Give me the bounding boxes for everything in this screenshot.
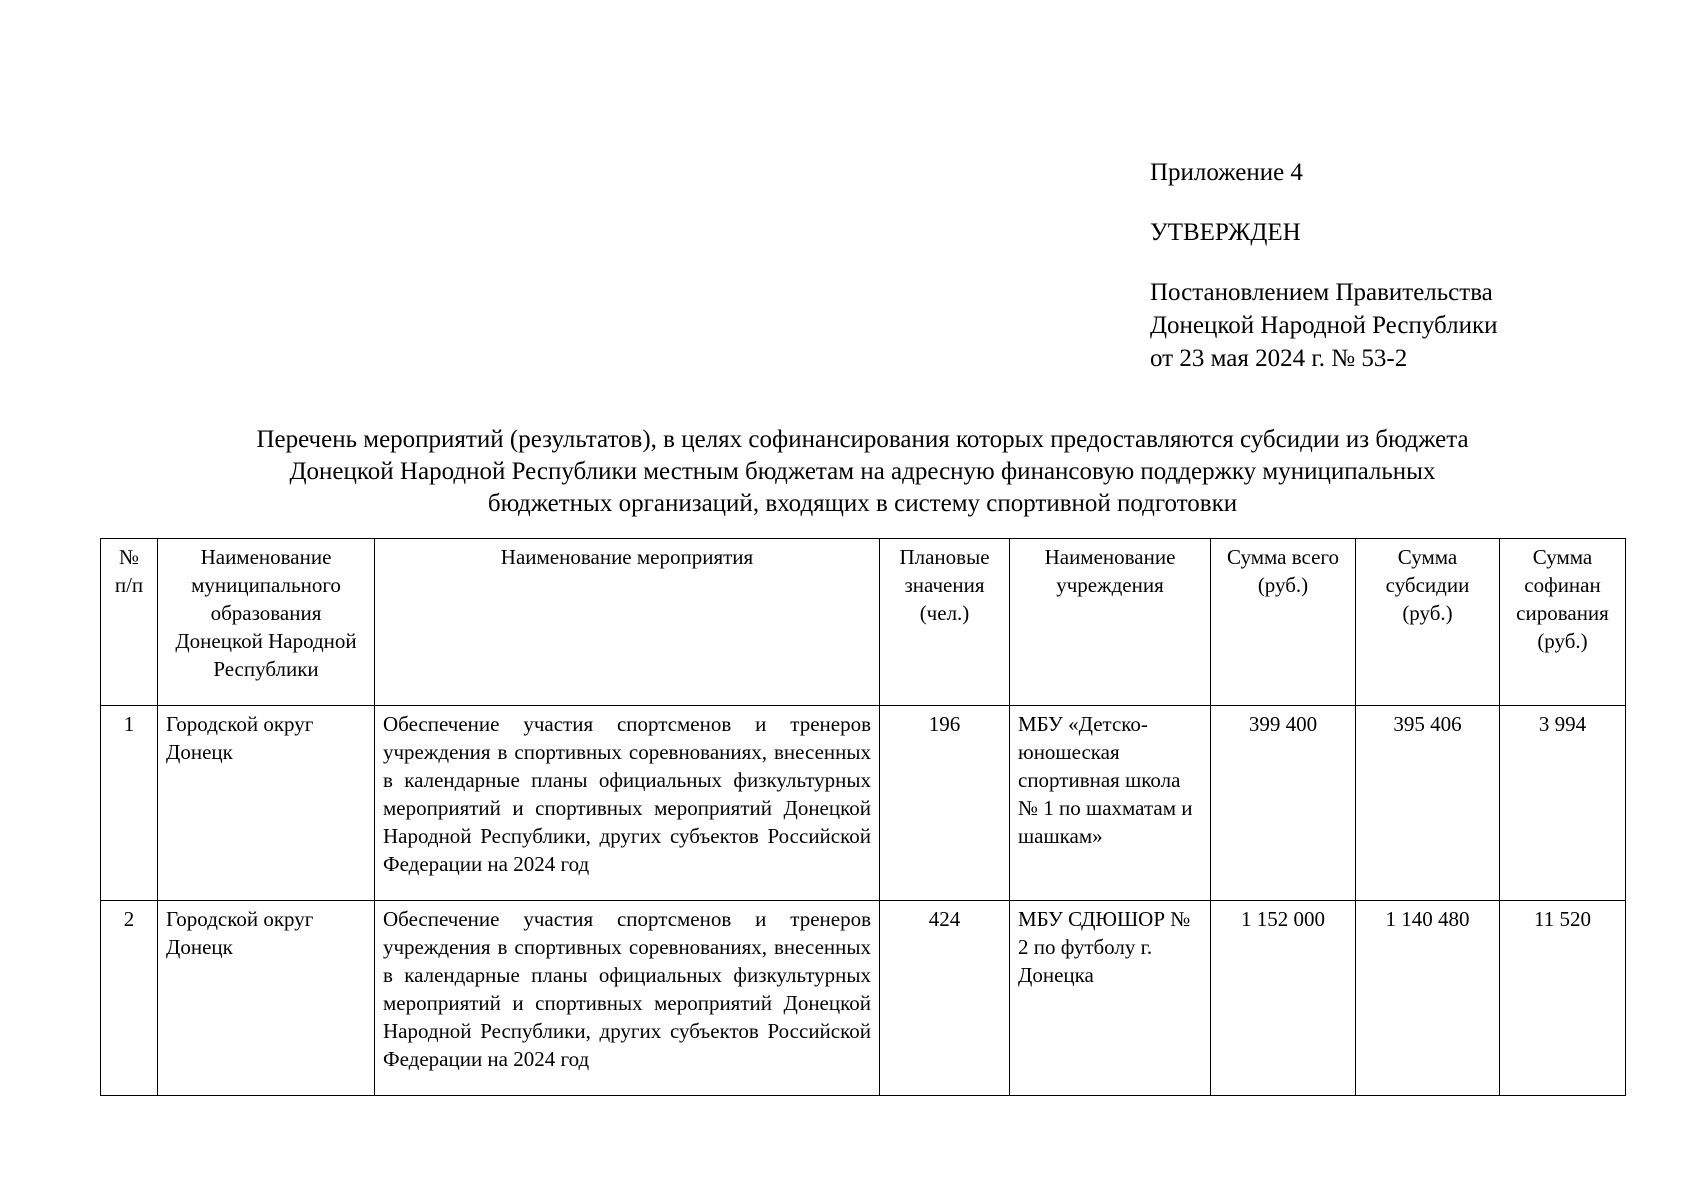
cell-cofinancing: 11 520 <box>1500 901 1626 1096</box>
cell-cofinancing: 3 994 <box>1500 706 1626 901</box>
header-institution: Наименование учреждения <box>1010 539 1211 706</box>
title-line-3: бюджетных организаций, входящих в систему спортивной подготовки <box>487 490 1238 517</box>
cell-institution: МБУ «Детско-юношеская спортивная школа № 1 по шахматам и шашкам» <box>1010 706 1211 901</box>
decree-line-1: Постановлением Правительства <box>1150 279 1493 306</box>
table-row <box>101 706 1626 901</box>
cell-plan: 196 <box>880 706 1010 901</box>
cell-plan: 424 <box>880 901 1010 1096</box>
approval-block <box>1150 156 1498 375</box>
measures-table <box>100 538 1626 1096</box>
decree-line-3: от 23 мая 2024 г. № 53-2 <box>1150 345 1408 372</box>
approved-label: УТВЕРЖДЕН <box>1150 219 1301 246</box>
decree-line-2: Донецкой Народной Республики <box>1150 312 1498 339</box>
title-line-1: Перечень мероприятий (результатов), в целях софинансирования которых предоставляются субсидии из бюджета <box>256 426 1469 453</box>
cell-subsidy: 395 406 <box>1356 706 1500 901</box>
cell-municipality: Городской округ Донецк <box>158 706 375 901</box>
table-header-row <box>101 539 1626 706</box>
header-subsidy: Сумма субсидии (руб.) <box>1356 539 1500 706</box>
cell-event: Обеспечение участия спортсменов и тренеров учреждения в спортивных соревнованиях, внесенных в календарные планы официальных физкультурных мероприятий и спортивных мероприятий Донецкой Народной Республики, других субъектов Российской Федерации на 2024 год <box>375 901 880 1096</box>
cell-subsidy: 1 140 480 <box>1356 901 1500 1096</box>
cell-event: Обеспечение участия спортсменов и тренеров учреждения в спортивных соревнованиях, внесенных в календарные планы официальных физкультурных мероприятий и спортивных мероприятий Донецкой Народной Республики, других субъектов Российской Федерации на 2024 год <box>375 706 880 901</box>
document-title <box>100 424 1625 520</box>
title-line-2: Донецкой Народной Республики местным бюджетам на адресную финансовую поддержку муниципальных <box>289 458 1436 485</box>
cell-institution: МБУ СДЮШОР № 2 по футболу г. Донецка <box>1010 901 1211 1096</box>
appendix-label: Приложение 4 <box>1150 159 1303 186</box>
cell-total: 1 152 000 <box>1211 901 1356 1096</box>
header-event: Наименование мероприятия <box>375 539 880 706</box>
cell-num: 2 <box>101 901 158 1096</box>
header-plan: Плановые значения (чел.) <box>880 539 1010 706</box>
cell-total: 399 400 <box>1211 706 1356 901</box>
header-municipality: Наименование муниципального образования Донецкой Народной Республики <box>158 539 375 706</box>
header-num: № п/п <box>101 539 158 706</box>
cell-municipality: Городской округ Донецк <box>158 901 375 1096</box>
table-row <box>101 901 1626 1096</box>
header-total: Сумма всего (руб.) <box>1211 539 1356 706</box>
header-cofinancing: Сумма софинан сирования (руб.) <box>1500 539 1626 706</box>
cell-num: 1 <box>101 706 158 901</box>
